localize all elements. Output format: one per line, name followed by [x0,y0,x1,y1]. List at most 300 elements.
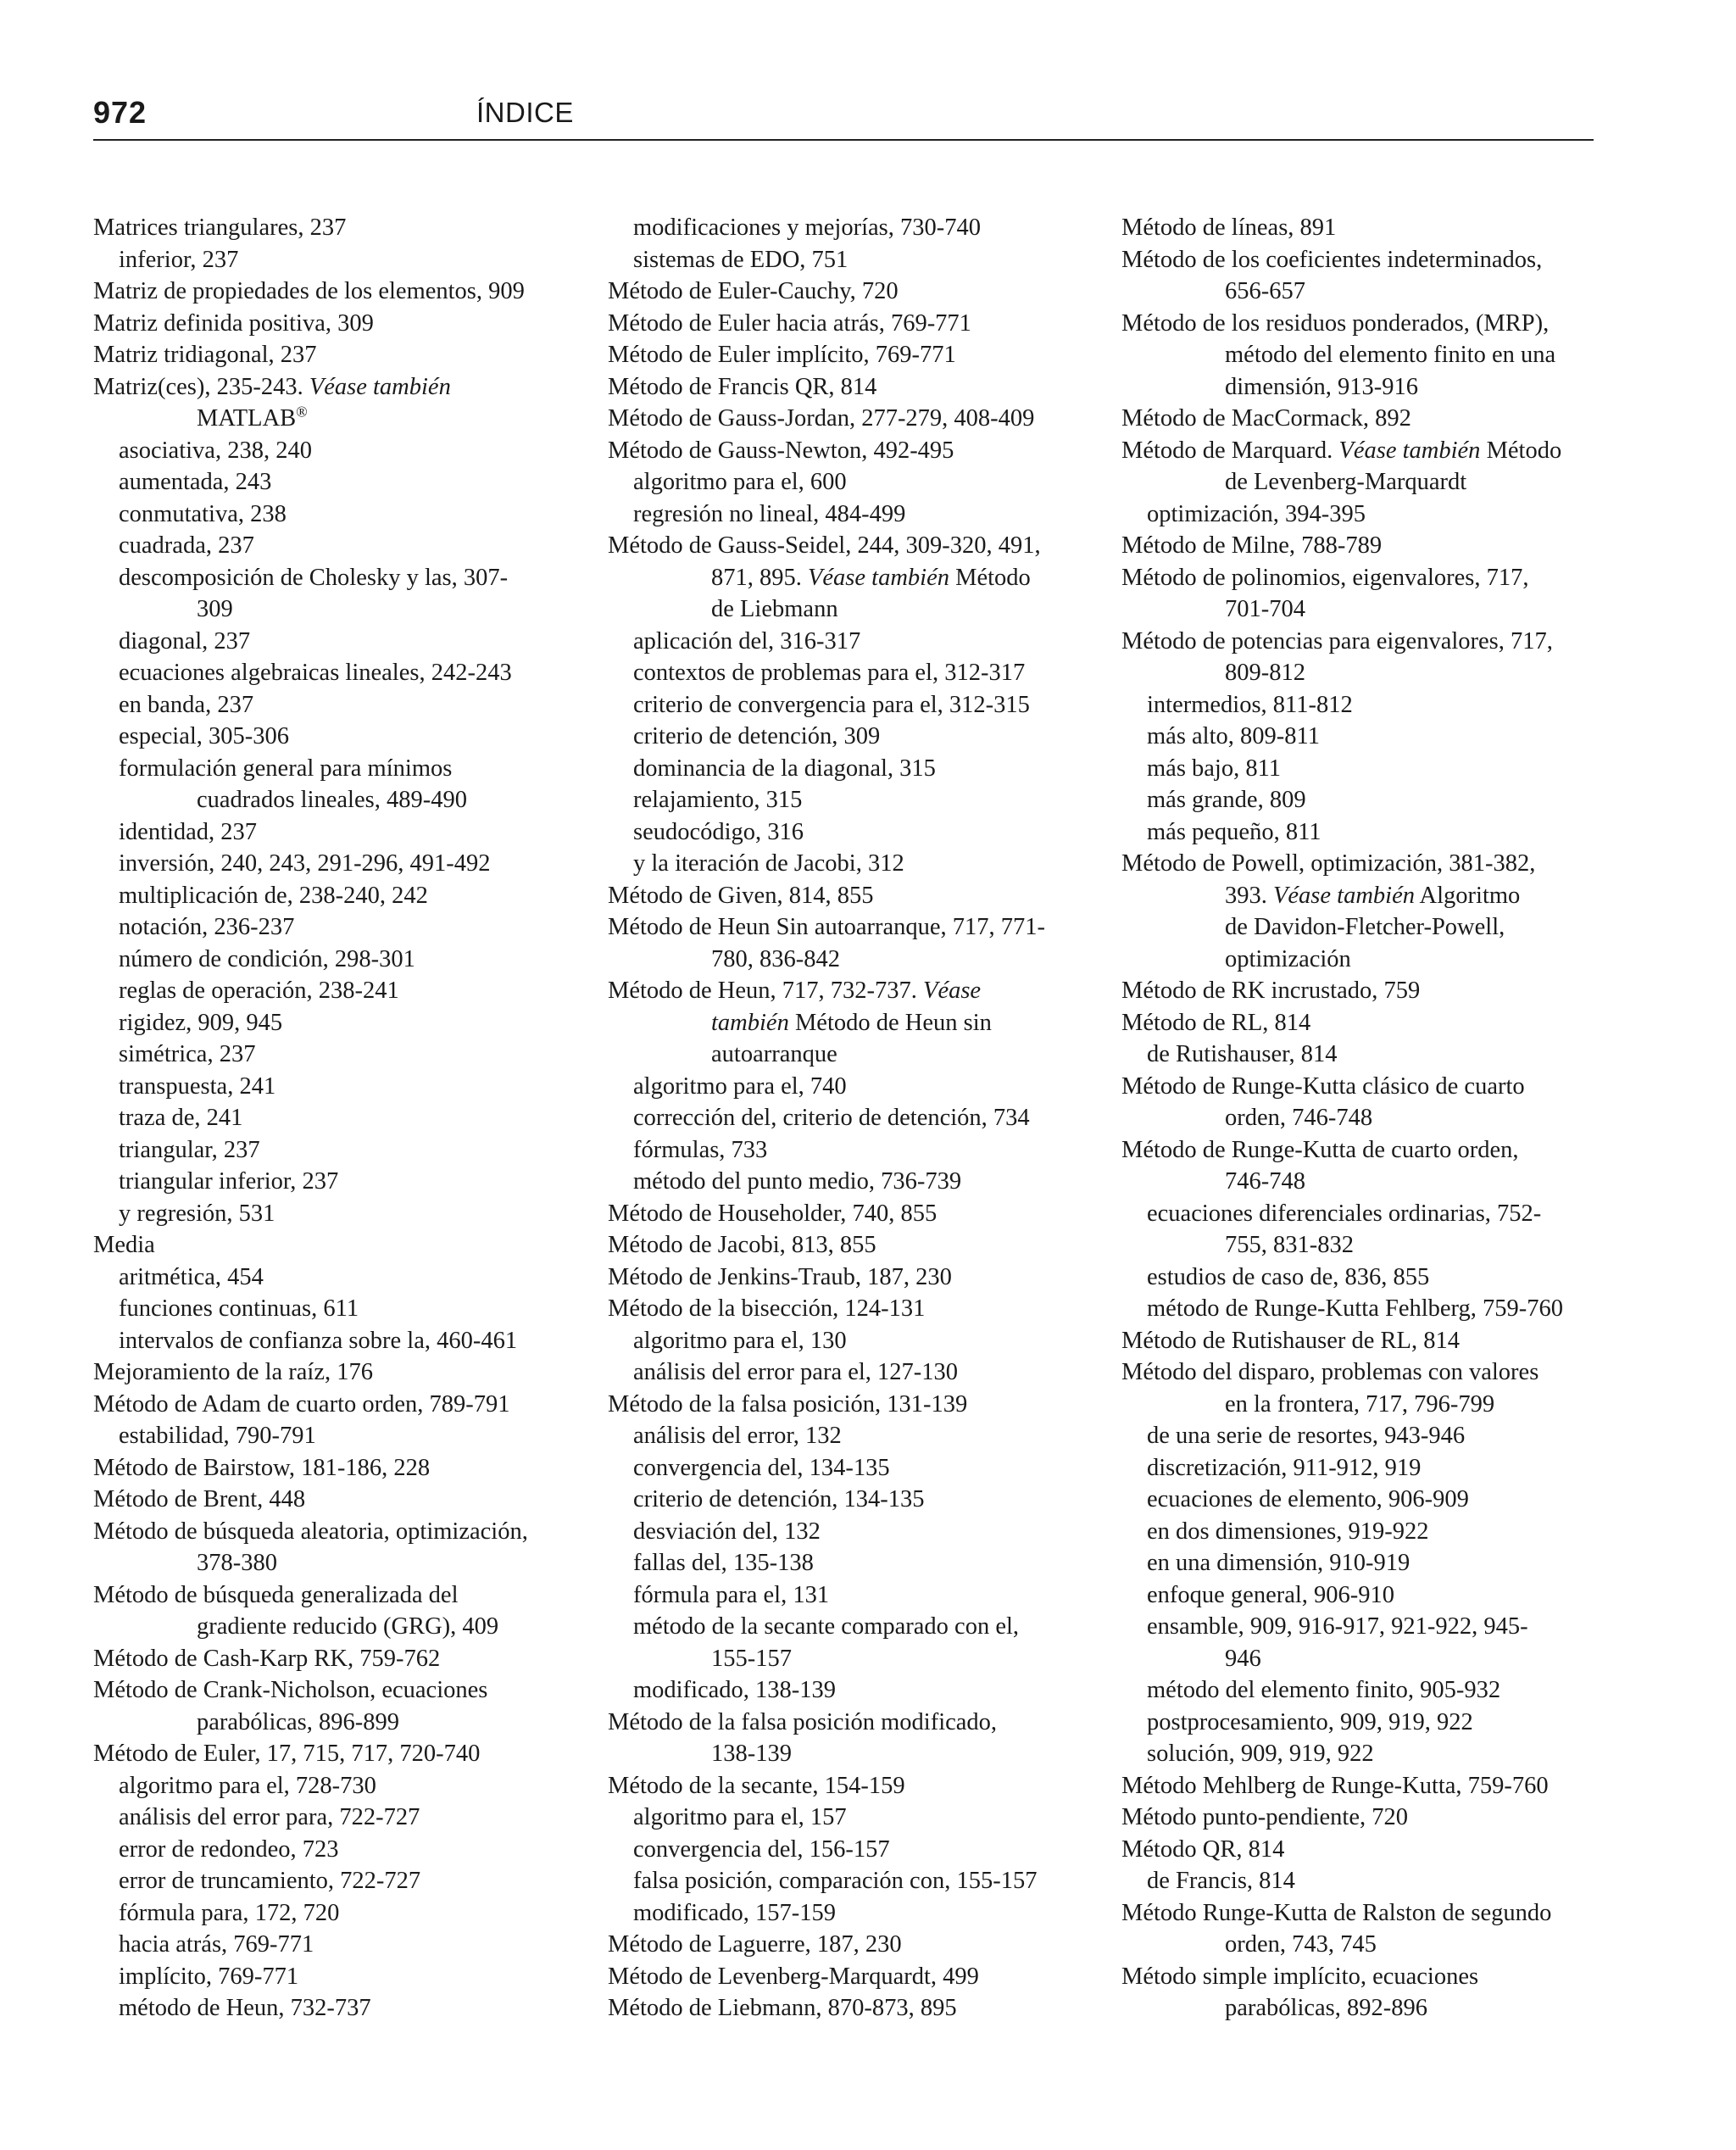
index-entry [608,1389,1091,1421]
index-entry [93,1674,576,1707]
index-subentry [93,1293,576,1325]
index-subentry [93,1166,576,1198]
entry-text: convergencia del, 134-135 [633,1454,890,1481]
entry-text: número de condición, 298-301 [119,945,415,972]
entry-text: optimización [1225,945,1351,972]
entry-text: algoritmo para el, 130 [633,1327,847,1354]
entry-text: inferior, 237 [119,246,239,273]
entry-text: identidad, 237 [119,818,258,845]
index-entry [1121,244,1605,276]
index-continuation [1121,371,1605,404]
index-continuation [1121,1102,1605,1134]
index-entry [608,339,1091,371]
index-entry [1121,1770,1605,1802]
entry-text: Método de Gauss-Seidel, 244, 309-320, 491, [608,532,1041,559]
entry-text: 378-380 [197,1550,277,1576]
index-subentry [608,689,1091,721]
index-entry [1121,403,1605,435]
entry-text: Método de Euler implícito, 769-771 [608,342,956,368]
index-continuation [608,1643,1091,1675]
entry-text: postprocesamiento, 909, 919, 922 [1147,1708,1473,1735]
index-continuation [608,944,1091,976]
entry-text: hacia atrás, 769-771 [119,1931,314,1958]
entry-text: fórmulas, 733 [633,1136,768,1163]
index-subentry [608,1897,1091,1930]
entry-text: Método de Marquard. [1121,437,1339,464]
index-entry [93,308,576,340]
entry-text: dominancia de la diagonal, 315 [633,755,936,782]
index-entry [608,1293,1091,1325]
cross-reference: Véase también [1338,437,1481,464]
entry-text: Método de Powell, optimización, 381-382, [1121,850,1536,877]
entry-text: análisis del error, 132 [633,1423,842,1449]
index-subentry [93,848,576,880]
entry-text: Método de la secante, 154-159 [608,1772,905,1799]
index-entry [1121,1356,1605,1389]
index-entry [93,1389,576,1421]
index-entry [93,1738,576,1770]
index-entry [93,212,576,244]
entry-text: solución, 909, 919, 922 [1147,1741,1374,1767]
entry-text: ecuaciones de elemento, 906-909 [1147,1486,1469,1512]
index-subentry [93,1134,576,1167]
index-continuation [1121,911,1605,944]
entry-text: fallas del, 135-138 [633,1550,814,1576]
entry-text: orden, 746-748 [1225,1105,1373,1131]
index-continuation [93,1547,576,1579]
index-continuation [1121,1389,1605,1421]
entry-text: Método de Bairstow, 181-186, 228 [93,1454,431,1481]
entry-text: aritmética, 454 [119,1263,264,1290]
index-subentry [93,1961,576,1993]
index-column-1 [93,212,576,2025]
index-entry [1121,848,1605,880]
index-subentry [1121,1547,1605,1579]
entry-text: sistemas de EDO, 751 [633,246,849,273]
entry-text: análisis del error para, 722-727 [119,1804,420,1830]
index-continuation [608,1007,1091,1039]
index-entry [1121,1961,1605,1993]
index-subentry [1121,1452,1605,1484]
index-subentry [608,1134,1091,1167]
index-subentry [93,626,576,658]
index-entry [608,1992,1091,2025]
index-subentry [1121,1579,1605,1612]
index-subentry [608,626,1091,658]
entry-text: 780, 836-842 [711,945,840,972]
index-subentry [93,753,576,785]
entry-text: método del punto medio, 736-739 [633,1168,962,1195]
entry-text: contextos de problemas para el, 312-317 [633,660,1026,686]
index-continuation [1121,1229,1605,1262]
index-entry [608,1770,1091,1802]
index-continuation [1121,593,1605,626]
index-subentry [1121,689,1605,721]
cross-reference: Véase también [808,564,949,591]
entry-text: parabólicas, 896-899 [197,1708,400,1735]
entry-text: en una dimensión, 910-919 [1147,1550,1410,1576]
index-subentry [93,1897,576,1930]
entry-text: 656-657 [1225,278,1305,304]
entry-text: 309 [197,596,233,622]
entry-text: 755, 831-832 [1225,1232,1354,1258]
index-entry [1121,1834,1605,1866]
index-subentry [608,244,1091,276]
entry-text: especial, 305-306 [119,723,290,749]
entry-text: 746-748 [1225,1168,1305,1195]
index-subentry [608,1325,1091,1357]
entry-text: Método QR, 814 [1121,1835,1285,1863]
entry-text: Método de Gauss-Newton, 492-495 [608,437,954,464]
index-subentry [608,1452,1091,1484]
index-entry [608,308,1091,340]
index-subentry [93,1992,576,2025]
index-entry [608,1198,1091,1230]
index-continuation [608,593,1091,626]
index-subentry [608,1834,1091,1866]
entry-text: Método Runge-Kutta de Ralston de segundo [1121,1899,1552,1926]
index-continuation [93,593,576,626]
entry-text: Método de Rutishauser de RL, 814 [1121,1327,1460,1354]
entry-text: más pequeño, 811 [1147,818,1321,845]
index-subentry [1121,1516,1605,1548]
entry-text: Método de Heun, 717, 732-737. [608,978,924,1004]
index-subentry [608,1611,1091,1643]
entry-text: falsa posición, comparación con, 155-157 [633,1868,1038,1894]
entry-text: de Rutishauser, 814 [1147,1041,1338,1067]
index-entry [93,1484,576,1516]
index-entry [1121,975,1605,1007]
entry-text: estabilidad, 790-791 [119,1423,316,1449]
index-subentry [608,784,1091,816]
entry-text: y regresión, 531 [119,1200,275,1227]
entry-text: Método de la bisección, 124-131 [608,1295,926,1322]
index-continuation [1121,466,1605,499]
index-subentry [93,911,576,944]
index-subentry [93,1834,576,1866]
index-continuation [93,1611,576,1643]
entry-text: implícito, 769-771 [119,1963,299,1990]
entry-text: más bajo, 811 [1147,755,1282,782]
entry-text: Método de Given, 814, 855 [608,882,874,909]
entry-text: formulación general para mínimos [119,755,453,782]
entry-text: Método de RK incrustado, 759 [1121,978,1421,1004]
entry-text: Método de Householder, 740, 855 [608,1200,938,1227]
index-subentry [1121,1420,1605,1452]
index-subentry [93,1262,576,1294]
index-entry [1121,212,1605,244]
entry-text: conmutativa, 238 [119,500,287,527]
index-subentry [1121,1039,1605,1071]
index-entry [608,1229,1091,1262]
entry-text: más alto, 809-811 [1147,723,1320,749]
entry-text: Método de MacCormack, 892 [1121,405,1411,432]
entry-text: discretización, 911-912, 919 [1147,1454,1422,1481]
index-continuation [1121,339,1605,371]
entry-text: diagonal, 237 [119,627,251,654]
entry-text: Método de la falsa posición, 131-139 [608,1390,968,1418]
entry-text: método del elemento finito en una [1225,342,1556,368]
entry-text: algoritmo para el, 728-730 [119,1772,376,1799]
entry-text: Método [949,564,1031,591]
index-entry [608,911,1091,944]
running-head: ÍNDICE [476,97,574,128]
entry-text: criterio de detención, 309 [633,723,881,749]
index-subentry [608,1865,1091,1897]
entry-text: Matriz(ces), 235-243. [93,373,309,400]
entry-text: cuadrados lineales, 489-490 [197,787,467,813]
index-entry [93,1356,576,1389]
entry-text: Método de Milne, 788-789 [1121,532,1383,559]
index-subentry [1121,816,1605,849]
index-entry [1121,626,1605,658]
entry-text: Método de RL, 814 [1121,1009,1311,1036]
entry-text: Método de líneas, 891 [1121,214,1337,241]
index-continuation [1121,944,1605,976]
entry-text: parabólicas, 892-896 [1225,1995,1428,2021]
entry-text: convergencia del, 156-157 [633,1835,890,1863]
entry-text: ecuaciones algebraicas lineales, 242-243 [119,660,512,686]
index-entry [1121,1325,1605,1357]
entry-text: Método de la falsa posición modificado, [608,1708,998,1735]
entry-text: Método de Euler-Cauchy, 720 [608,278,899,304]
index-subentry [1121,499,1605,531]
index-continuation [1121,1643,1605,1675]
entry-text: intermedios, 811-812 [1147,691,1353,718]
index-continuation [93,1707,576,1739]
entry-text: aplicación del, 316-317 [633,627,861,654]
entry-text: traza de, 241 [119,1105,243,1131]
index-entry [608,435,1091,467]
superscript: ® [296,403,308,421]
entry-text: MATLAB [197,405,297,432]
entry-text: optimización, 394-395 [1147,500,1366,527]
index-continuation [1121,880,1605,912]
index-subentry [1121,753,1605,785]
entry-text: 393. [1225,882,1273,909]
index-subentry [93,466,576,499]
entry-text: intervalos de confianza sobre la, 460-461 [119,1327,518,1354]
entry-text: Método del disparo, problemas con valores [1121,1359,1539,1385]
index-subentry [1121,784,1605,816]
entry-text: fórmula para el, 131 [633,1581,830,1608]
entry-text: Media [93,1232,155,1258]
entry-text: dimensión, 913-916 [1225,373,1418,400]
index-subentry [608,1579,1091,1612]
index-entry [1121,1007,1605,1039]
index-continuation [608,562,1091,594]
entry-text: Método de búsqueda aleatoria, optimización, [93,1518,528,1545]
index-entry [608,1707,1091,1739]
entry-text: Algoritmo [1415,882,1521,909]
index-subentry [93,944,576,976]
entry-text: estudios de caso de, 836, 855 [1147,1263,1430,1290]
index-subentry [1121,1674,1605,1707]
entry-text: 871, 895. [711,564,808,591]
index-entry [1121,530,1605,562]
index-subentry [608,816,1091,849]
entry-text: Método de Brent, 448 [93,1486,306,1512]
entry-text: en dos dimensiones, 919-922 [1147,1518,1429,1545]
index-subentry [93,1102,576,1134]
index-subentry [608,1516,1091,1548]
index-subentry [1121,1865,1605,1897]
index-subentry [1121,1262,1605,1294]
index-subentry [93,1071,576,1103]
entry-text: Método de potencias para eigenvalores, 717, [1121,627,1553,654]
index-subentry [93,657,576,689]
index-continuation [1121,1992,1605,2025]
index-entry [1121,1134,1605,1167]
index-subentry [608,1484,1091,1516]
entry-text: algoritmo para el, 740 [633,1072,847,1100]
index-subentry [93,816,576,849]
index-column-2 [608,212,1091,2025]
entry-text: criterio de detención, 134-135 [633,1486,925,1512]
index-entry [93,371,576,404]
entry-text: criterio de convergencia para el, 312-315 [633,691,1030,718]
index-subentry [93,975,576,1007]
index-subentry [93,1865,576,1897]
index-subentry [608,1420,1091,1452]
index-subentry [93,880,576,912]
index-subentry [93,562,576,594]
index-continuation [1121,1166,1605,1198]
entry-text: Método de Heun sin [788,1009,992,1036]
entry-text: Método de los coeficientes indeterminados, [1121,246,1543,273]
cross-reference: Véase también [309,373,451,400]
index-subentry [1121,1738,1605,1770]
index-continuation [608,1738,1091,1770]
entry-text: cuadrada, 237 [119,532,254,559]
index-subentry [608,499,1091,531]
index-entry [93,339,576,371]
index-entry [608,1961,1091,1993]
page-header [93,95,1594,141]
entry-text: 701-704 [1225,596,1305,622]
page-number: 972 [93,95,147,130]
entry-text: más grande, 809 [1147,787,1306,813]
entry-text: Método de Liebmann, 870-873, 895 [608,1995,957,2021]
entry-text: funciones continuas, 611 [119,1295,359,1322]
index-entry [93,276,576,308]
entry-text: 155-157 [711,1645,792,1672]
index-entry [93,1579,576,1612]
index-subentry [608,721,1091,753]
index-entry [608,1929,1091,1961]
entry-text: de Francis, 814 [1147,1868,1295,1894]
entry-text: Método de Laguerre, 187, 230 [608,1931,902,1958]
index-subentry [608,212,1091,244]
entry-text: Mejoramiento de la raíz, 176 [93,1359,374,1385]
index-continuation [93,784,576,816]
index-subentry [1121,1707,1605,1739]
index-subentry [608,753,1091,785]
entry-text: relajamiento, 315 [633,787,803,813]
entry-text: Matriz tridiagonal, 237 [93,342,317,368]
entry-text: corrección del, criterio de detención, 734 [633,1105,1030,1131]
entry-text: método de Runge-Kutta Fehlberg, 759-760 [1147,1295,1564,1322]
index-subentry [1121,1611,1605,1643]
index-entry [1121,562,1605,594]
index-entry [93,1516,576,1548]
entry-text: seudocódigo, 316 [633,818,804,845]
index-entry [608,880,1091,912]
entry-text: análisis del error para el, 127-130 [633,1359,959,1385]
index-subentry [93,1198,576,1230]
entry-text: Método de Cash-Karp RK, 759-762 [93,1645,441,1672]
index-subentry [93,1420,576,1452]
index-entry [608,403,1091,435]
entry-text: Método [1480,437,1562,464]
entry-text: en la frontera, 717, 796-799 [1225,1390,1495,1418]
index-subentry [608,1102,1091,1134]
entry-text: en banda, 237 [119,691,254,718]
entry-text: Método de búsqueda generalizada del [93,1581,459,1608]
entry-text: Método de Adam de cuarto orden, 789-791 [93,1390,510,1418]
index-entry [1121,1802,1605,1834]
entry-text: aumentada, 243 [119,469,272,495]
index-subentry [608,1356,1091,1389]
index-subentry [93,530,576,562]
entry-text: Matrices triangulares, 237 [93,214,347,241]
entry-text: Método simple implícito, ecuaciones [1121,1963,1479,1990]
index-entry [1121,435,1605,467]
index-subentry [93,244,576,276]
cross-reference: Véase también [1273,882,1415,909]
index-subentry [608,1166,1091,1198]
entry-text: enfoque general, 906-910 [1147,1581,1395,1608]
index-continuation [1121,1929,1605,1961]
entry-text: orden, 743, 745 [1225,1931,1377,1958]
entry-text: autoarranque [711,1041,837,1067]
index-subentry [608,1547,1091,1579]
entry-text: Matriz definida positiva, 309 [93,309,374,337]
index-subentry [93,1325,576,1357]
entry-text: ensamble, 909, 916-917, 921-922, 945- [1147,1613,1528,1640]
entry-text: Método de Euler, 17, 715, 717, 720-740 [93,1741,481,1767]
index-subentry [1121,721,1605,753]
entry-text: regresión no lineal, 484-499 [633,500,906,527]
entry-text: Método de Jenkins-Traub, 187, 230 [608,1263,952,1290]
index-entry [93,1229,576,1262]
entry-text: 138-139 [711,1741,792,1767]
index-subentry [608,1802,1091,1834]
entry-text: algoritmo para el, 600 [633,469,847,495]
index-entry [608,371,1091,404]
index-column-3 [1121,212,1605,2025]
entry-text: Método de Gauss-Jordan, 277-279, 408-409 [608,405,1035,432]
entry-text: Método de Runge-Kutta de cuarto orden, [1121,1136,1519,1163]
entry-text: Método de Francis QR, 814 [608,373,877,400]
entry-text: desviación del, 132 [633,1518,821,1545]
entry-text: triangular, 237 [119,1136,260,1163]
entry-text: inversión, 240, 243, 291-296, 491-492 [119,850,491,877]
entry-text: Método de Heun Sin autoarranque, 717, 771- [608,914,1046,940]
entry-text: notación, 236-237 [119,914,295,940]
index-subentry [93,499,576,531]
entry-text: método de la secante comparado con el, [633,1613,1020,1640]
entry-text: Método de Levenberg-Marquardt, 499 [608,1963,979,1990]
index-subentry [1121,1293,1605,1325]
entry-text: método de Heun, 732-737 [119,1995,371,2021]
entry-text: fórmula para, 172, 720 [119,1899,340,1926]
entry-text: modificado, 138-139 [633,1677,837,1703]
index-continuation [93,403,576,435]
entry-text: Método de Crank-Nicholson, ecuaciones [93,1677,488,1703]
entry-text: de Davidon-Fletcher-Powell, [1225,914,1505,940]
index-subentry [608,657,1091,689]
